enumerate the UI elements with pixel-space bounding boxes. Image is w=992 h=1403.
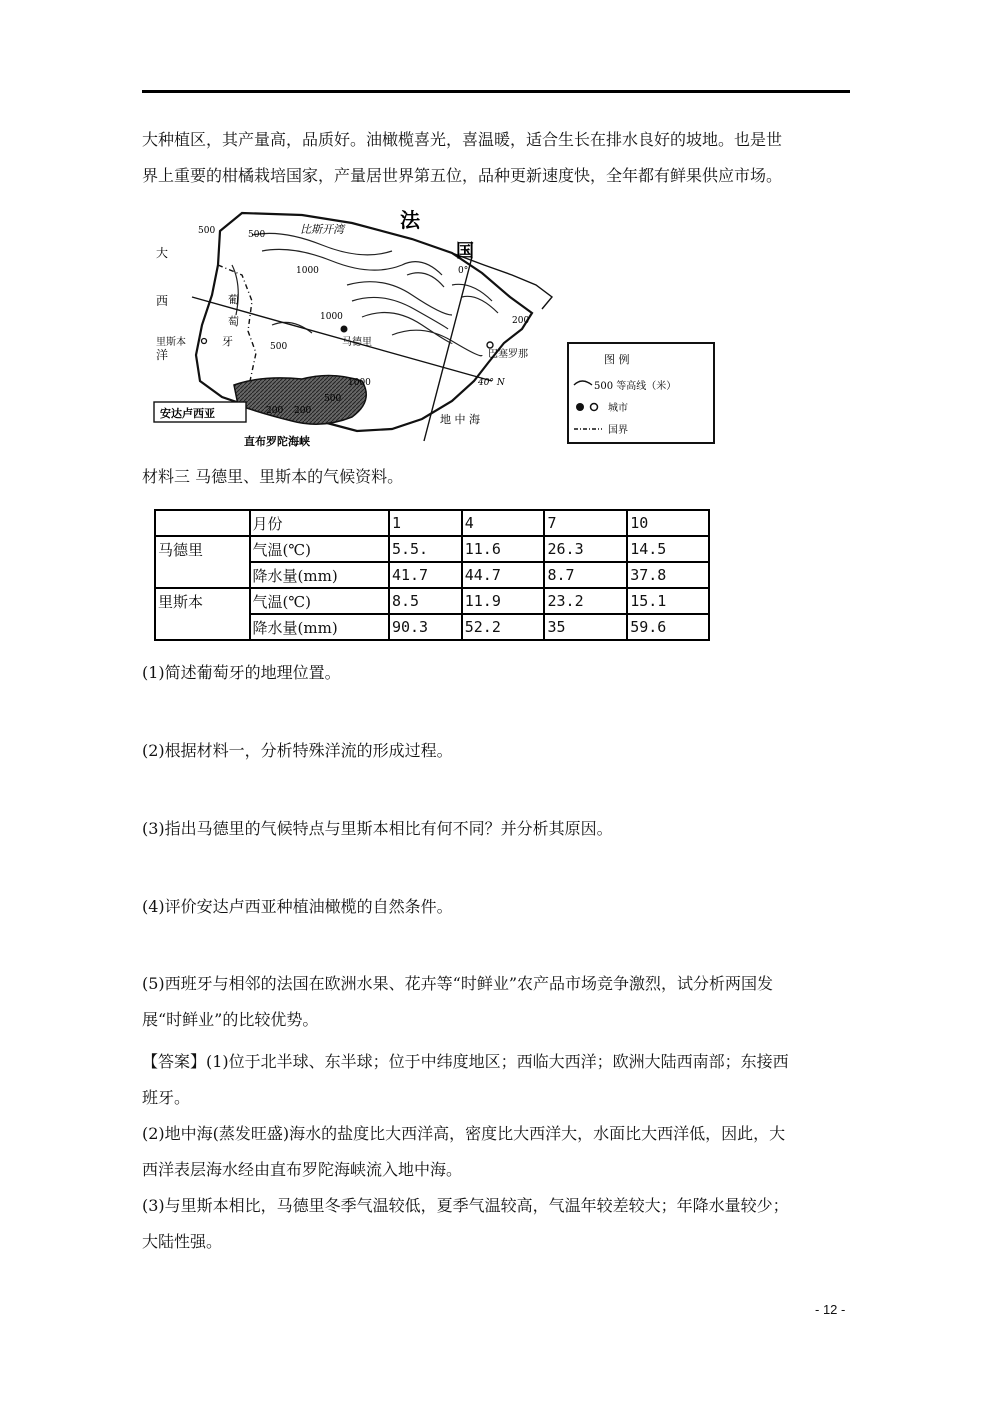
month-4: 4 <box>462 510 545 536</box>
contour-label-1000c: 1000 <box>348 378 371 388</box>
legend-box <box>568 343 714 443</box>
latitude-label: 40° N <box>478 378 505 388</box>
lisbon-temp-7: 23.2 <box>544 588 627 614</box>
intro-line-2: 界上重要的柑橘栽培国家，产量居世界第五位，品种更新速度快，全年都有鲜果供应市场。 <box>142 166 783 185</box>
france-label-2: 国 <box>456 241 474 262</box>
madrid-temp-4: 11.6 <box>462 536 545 562</box>
mediterranean-label: 地 中 海 <box>440 413 480 426</box>
madrid-label: 马德里 <box>342 337 372 348</box>
lisbon-city-cell: 里斯本 <box>155 588 250 640</box>
month-header: 月份 <box>250 510 389 536</box>
barcelona-label: 巴塞罗那 <box>488 349 528 360</box>
contour-label-1000b: 1000 <box>320 312 343 322</box>
contour-label-200c: 200 <box>294 406 312 416</box>
lisbon-rain-label: 降水量(mm) <box>250 614 389 640</box>
answer-2-line-1: (2)地中海(蒸发旺盛)海水的盐度比大西洋高，密度比大西洋大，水面比大西洋低，因此，大 <box>142 1124 786 1143</box>
madrid-rain-10: 37.8 <box>627 562 709 588</box>
month-10: 10 <box>627 510 709 536</box>
bay-label: 比斯开湾 <box>300 223 344 236</box>
intro-line-1: 大种植区，其产量高，品质好。油橄榄喜光，喜温暖，适合生长在排水良好的坡地。也是世 <box>142 130 783 149</box>
answer-2-line-2: 西洋表层海水经由直布罗陀海峡流入地中海。 <box>142 1160 463 1179</box>
madrid-marker <box>341 326 348 333</box>
andalusia-label: 安达卢西亚 <box>160 407 215 420</box>
contour-label-1000a: 1000 <box>296 266 319 276</box>
question-3: (3)指出马德里的气候特点与里斯本相比有何不同？并分析其原因。 <box>142 819 613 838</box>
table-header-row <box>155 510 709 536</box>
answer-3-line-1: (3)与里斯本相比，马德里冬季气温较低，夏季气温较高，气温年较差较大；年降水量较少； <box>142 1196 789 1215</box>
atlantic-label-2: 西 <box>156 294 169 308</box>
lisbon-rain-7: 35 <box>544 614 627 640</box>
gibraltar-label: 直布罗陀海峡 <box>244 435 310 448</box>
portugal-label-2: 萄 <box>228 315 239 328</box>
lisbon-temp-10: 15.1 <box>627 588 709 614</box>
contour-label-500c: 500 <box>270 342 288 352</box>
lisbon-temp-1: 8.5 <box>389 588 462 614</box>
legend-capital-icon <box>576 403 584 411</box>
madrid-rain-7: 8.7 <box>544 562 627 588</box>
madrid-temp-1: 5.5. <box>389 536 462 562</box>
lisbon-temp-4: 11.9 <box>462 588 545 614</box>
month-1: 1 <box>389 510 462 536</box>
madrid-temp-label: 气温(℃) <box>250 536 389 562</box>
contour-label-500a: 500 <box>198 226 216 236</box>
answer-1-line-1: 【答案】(1)位于北半球、东半球；位于中纬度地区；西临大西洋；欧洲大陆西南部；东接西 <box>142 1052 789 1071</box>
answer-1-line-2: 班牙。 <box>142 1088 191 1107</box>
atlantic-label-3: 洋 <box>156 348 169 362</box>
portugal-label-1: 葡 <box>228 293 239 306</box>
legend-contour-label: 500 等高线（米） <box>594 381 677 392</box>
table-row <box>155 536 709 562</box>
madrid-temp-10: 14.5 <box>627 536 709 562</box>
lisbon-temp-label: 气温(℃) <box>250 588 389 614</box>
portugal-label-3: 牙 <box>222 335 233 348</box>
question-1: (1)简述葡萄牙的地理位置。 <box>142 663 341 682</box>
table-caption: 材料三 马德里、里斯本的气候资料。 <box>142 467 404 486</box>
contour-label-500d: 500 <box>324 394 342 404</box>
france-label: 法 <box>400 208 420 232</box>
page-number: - 12 - <box>815 1302 846 1317</box>
lisbon-rain-1: 90.3 <box>389 614 462 640</box>
legend-border-label: 国界 <box>608 425 628 436</box>
header-rule <box>142 90 850 93</box>
question-2: (2)根据材料一，分析特殊洋流的形成过程。 <box>142 741 453 760</box>
question-5-line-2: 展“时鲜业”的比较优势。 <box>142 1010 319 1029</box>
lisbon-rain-4: 52.2 <box>462 614 545 640</box>
question-5 <box>142 966 852 1038</box>
iberia-map <box>152 205 718 449</box>
answer-section <box>142 1044 852 1260</box>
intro-paragraph <box>142 122 852 194</box>
madrid-rain-1: 41.7 <box>389 562 462 588</box>
table-corner-cell <box>155 510 250 536</box>
legend-city-label: 城市 <box>608 403 628 414</box>
atlantic-label-1: 大 <box>156 246 169 260</box>
climate-table <box>154 509 710 641</box>
contour-label-200b: 200 <box>266 406 284 416</box>
question-4: (4)评价安达卢西亚种植油橄榄的自然条件。 <box>142 897 453 916</box>
madrid-rain-label: 降水量(mm) <box>250 562 389 588</box>
lisbon-label: 里斯本 <box>156 337 186 348</box>
lisbon-rain-10: 59.6 <box>627 614 709 640</box>
madrid-city-cell: 马德里 <box>155 536 250 588</box>
madrid-temp-7: 26.3 <box>544 536 627 562</box>
contour-label-500b: 500 <box>248 230 266 240</box>
legend-title: 图 例 <box>604 353 630 366</box>
madrid-rain-4: 44.7 <box>462 562 545 588</box>
contour-label-200a: 200 <box>512 316 530 326</box>
answer-3-line-2: 大陆性强。 <box>142 1232 223 1251</box>
month-7: 7 <box>544 510 627 536</box>
table-row <box>155 588 709 614</box>
question-5-line-1: (5)西班牙与相邻的法国在欧洲水果、花卉等“时鲜业”农产品市场竞争激烈，试分析两国发 <box>142 974 774 993</box>
meridian-label: 0° <box>458 266 469 276</box>
